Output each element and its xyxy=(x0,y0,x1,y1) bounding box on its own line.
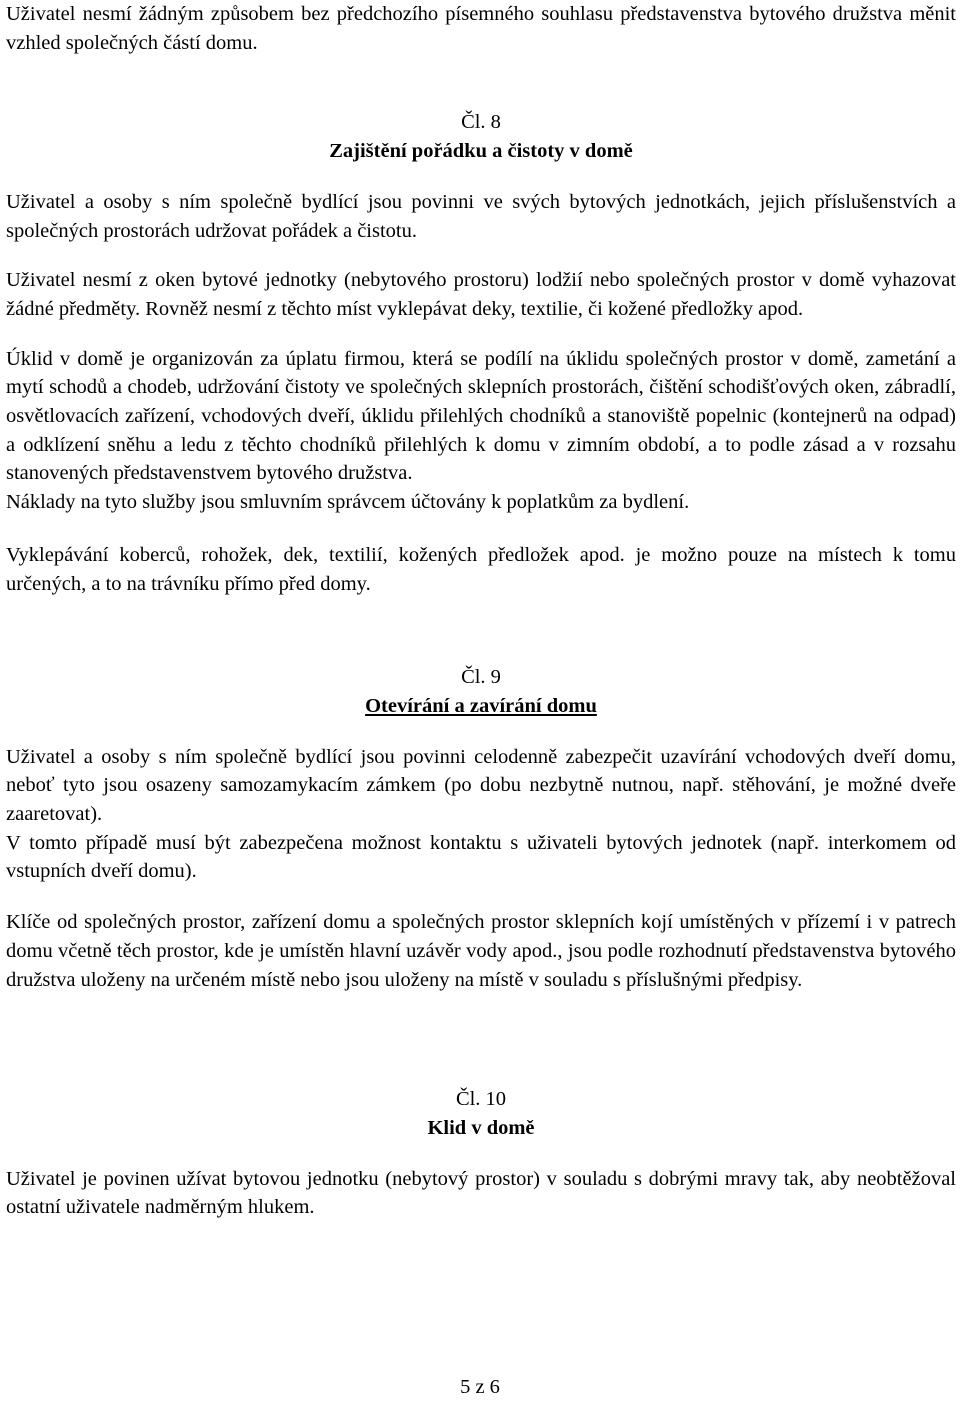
article-10-number: Čl. 10 xyxy=(455,1088,507,1111)
article-8 xyxy=(6,108,956,598)
article-9-paragraph-3: Klíče od společných prostor, zařízení domu a společných prostor sklepních kojí umístěných v přízemí i v patrech domu včetně těch prostor, kde je umístěn hlavní uzávěr vody apod., jsou podle rozhodnutí představenstva bytového družstva uloženy na určeném místě nebo jsou uloženy na místě v souladu s příslušnými předpisy. xyxy=(6,911,956,991)
article-8-paragraph-5: Vyklepávání koberců, rohožek, dek, textilií, kožených předložek apod. je možno pouze na místech k tomu určených, a to na trávníku přímo před domy. xyxy=(6,543,956,595)
article-9 xyxy=(6,663,956,994)
article-10-title: Klid v domě xyxy=(427,1116,535,1139)
article-8-number: Čl. 8 xyxy=(461,111,501,134)
article-9-title xyxy=(6,692,956,721)
article-9-paragraph-1: Uživatel a osoby s ním společně bydlící jsou povinni celodenně zabezpečit uzavírání vchodových dveří domu, neboť tyto jsou osazeny samozamykacím zámkem (po dobu nezbytně nutnou, např. stěhování, je možné dveře zaaretovat). xyxy=(6,745,956,826)
article-9-number: Čl. 9 xyxy=(461,666,501,689)
page-number: 5 z 6 xyxy=(460,1376,500,1398)
document-page xyxy=(6,0,956,1222)
intro-paragraph: Uživatel nesmí žádným způsobem bez předchozího písemného souhlasu představenstva bytového družstva měnit vzhled společných částí domu. xyxy=(6,3,956,54)
article-9-paragraph-2: V tomto případě musí být zabezpečena možnost kontaktu s uživateli bytových jednotek (např. interkomem od vstupních dveří domu). xyxy=(6,831,956,883)
article-8-paragraph-4: Náklady na tyto služby jsou smluvním správcem účtovány k poplatkům za bydlení. xyxy=(6,491,690,514)
article-8-paragraph-3: Úklid v domě je organizován za úplatu firmou, která se podílí na úklidu společných prostor v domě, zametání a mytí schodů a chodeb, udržování čistoty ve společných sklepních prostorách, čištění schodišťových oken, zábradlí, osvětlovacích zařízení, vchodových dveří, úklidu přilehlých chodníků a stanoviště popelnic (kontejnerů na odpad) a odklízení sněhu a ledu z těchto chodníků přilehlých k domu v zimním období, a to podle zásad a v rozsahu stanovených představenstvem bytového družstva. xyxy=(6,347,956,485)
article-9-title-text: Otevírání a zavírání domu xyxy=(365,694,597,717)
article-10-paragraph-1: Uživatel je povinen užívat bytovou jednotku (nebytový prostor) v souladu s dobrými mravy tak, aby neobtěžoval ostatní uživatele nadměrným hlukem. xyxy=(6,1167,956,1219)
article-8-paragraph-2: Uživatel nesmí z oken bytové jednotky (nebytového prostoru) lodžií nebo společných prostor v domě vyhazovat žádné předměty. Rovněž nesmí z těchto míst vyklepávat deky, textilie, či kožené předložky apod. xyxy=(6,269,956,320)
article-10 xyxy=(6,1085,956,1222)
article-8-title: Zajištění pořádku a čistoty v domě xyxy=(329,140,633,163)
article-8-paragraph-1: Uživatel a osoby s ním společně bydlící jsou povinni ve svých bytových jednotkách, jejich příslušenstvích a společných prostorách udržovat pořádek a čistotu. xyxy=(6,190,956,242)
